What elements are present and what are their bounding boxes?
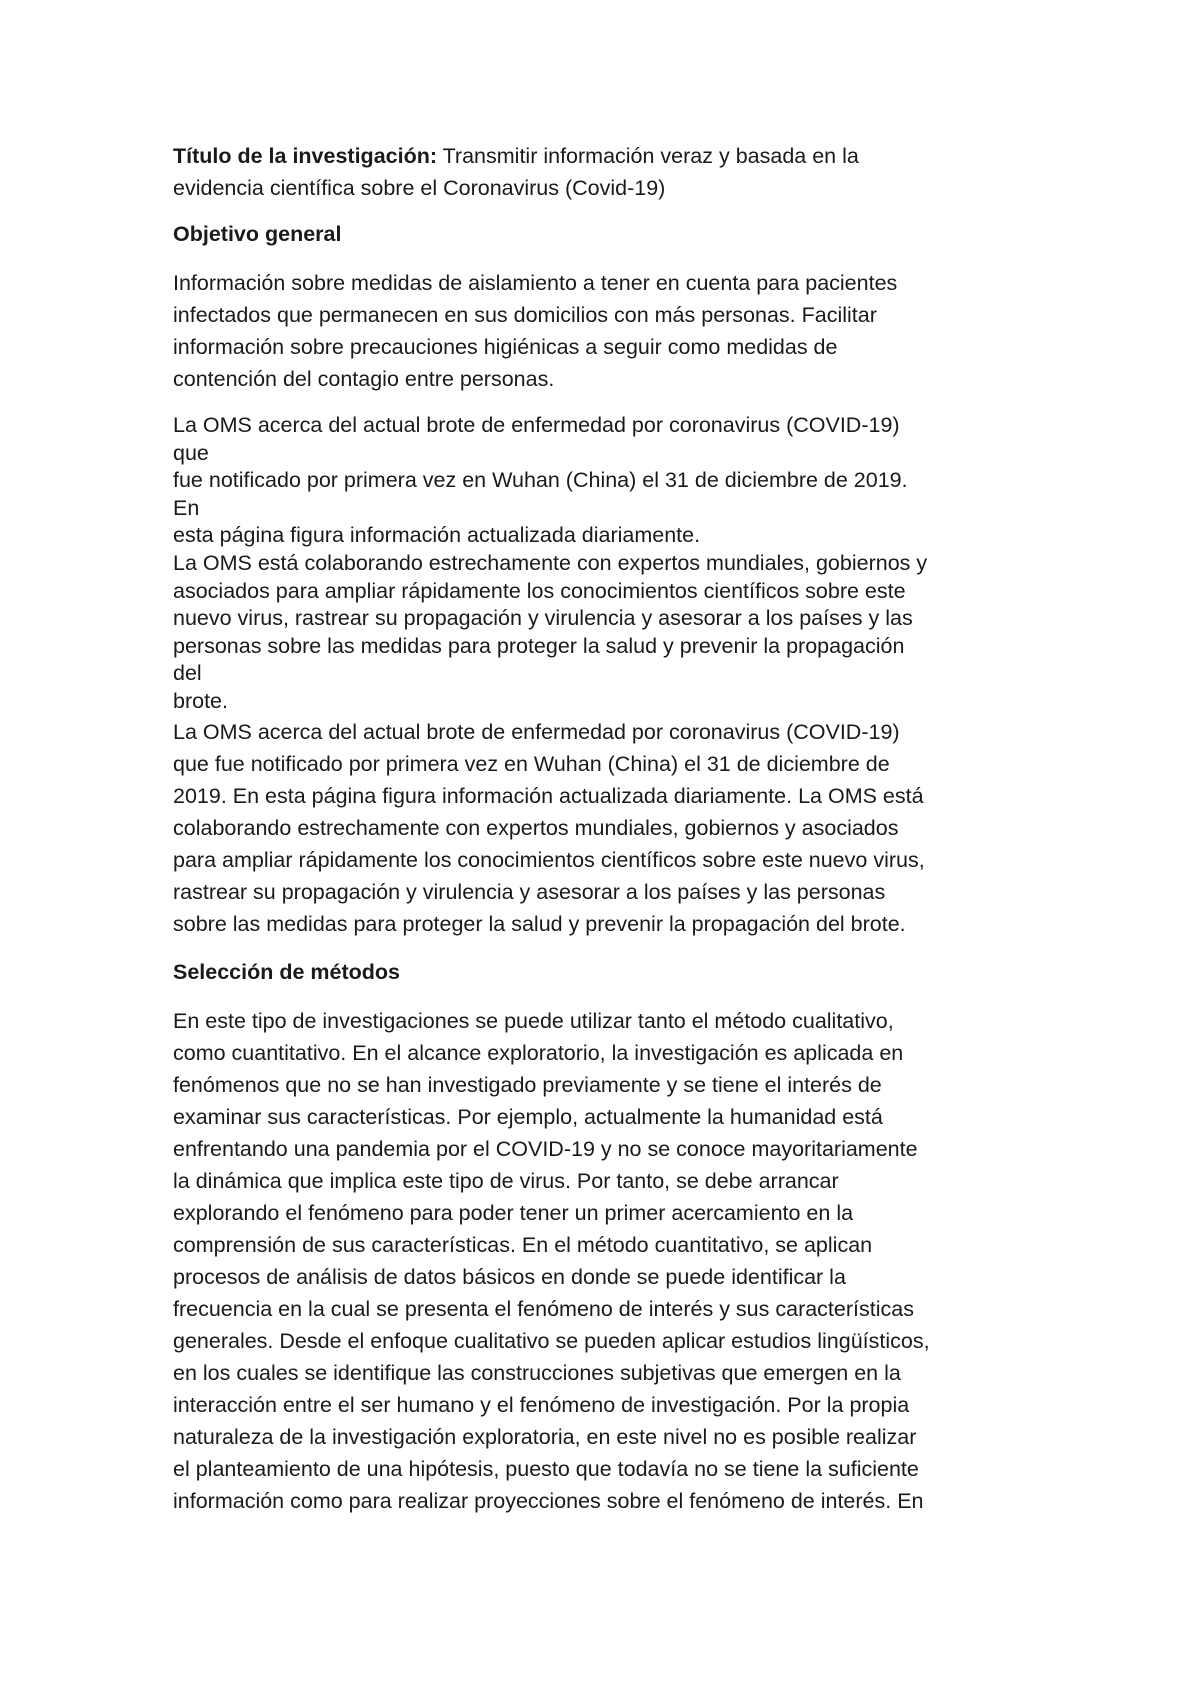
methods-line: comprensión de sus características. En el método cuantitativo, se aplican	[173, 1232, 873, 1257]
oms-block-line: personas sobre las medidas para proteger la salud y prevenir la propagación	[173, 633, 905, 658]
oms-block	[173, 412, 1043, 716]
methods-paragraph	[173, 1005, 1043, 1517]
methods-line: naturaleza de la investigación exploratoria, en este nivel no es posible realizar	[173, 1424, 917, 1449]
oms-block-line: esta página figura información actualizada diariamente.	[173, 523, 701, 548]
objective-paragraph	[173, 267, 1043, 395]
methods-heading: Selección de métodos	[173, 959, 401, 984]
oms-block-line: fue notificado por primera vez en Wuhan (China) el 31 de diciembre de 2019.	[173, 468, 908, 493]
methods-line: explorando el fenómeno para poder tener un primer acercamiento en la	[173, 1200, 854, 1225]
oms-block-line: asociados para ampliar rápidamente los conocimientos científicos sobre este	[173, 578, 906, 603]
oms-paragraph-line: La OMS acerca del actual brote de enfermedad por coronavirus (COVID-19)	[173, 719, 900, 744]
methods-line: como cuantitativo. En el alcance exploratorio, la investigación es aplicada en	[173, 1040, 904, 1065]
objective-line: Información sobre medidas de aislamiento a tener en cuenta para pacientes	[173, 271, 898, 295]
objective-line: infectados que permanecen en sus domicilios con más personas. Facilitar	[173, 303, 877, 327]
methods-line: interacción entre el ser humano y el fenómeno de investigación. Por la propia	[173, 1392, 910, 1417]
oms-block-line: del	[173, 661, 202, 686]
research-title-text-line: evidencia científica sobre el Coronavirus (Covid-19)	[173, 176, 666, 200]
oms-paragraph-line: colaborando estrechamente con expertos mundiales, gobiernos y asociados	[173, 815, 899, 840]
oms-block-line: nuevo virus, rastrear su propagación y virulencia y asesorar a los países y las	[173, 606, 913, 631]
oms-paragraph-line: sobre las medidas para proteger la salud y prevenir la propagación del brote.	[173, 911, 906, 936]
methods-line: información como para realizar proyecciones sobre el fenómeno de interés. En	[173, 1488, 924, 1513]
oms-block-line: En	[173, 495, 200, 520]
oms-paragraph-line: rastrear su propagación y virulencia y asesorar a los países y las personas	[173, 879, 886, 904]
methods-line: generales. Desde el enfoque cualitativo se pueden aplicar estudios lingüísticos,	[173, 1328, 930, 1353]
oms-block-line: brote.	[173, 688, 228, 713]
methods-line: enfrentando una pandemia por el COVID-19 y no se conoce mayoritariamente	[173, 1136, 918, 1161]
methods-line: en los cuales se identifique las construcciones subjetivas que emergen en la	[173, 1360, 901, 1385]
methods-line: la dinámica que implica este tipo de virus. Por tanto, se debe arrancar	[173, 1168, 839, 1193]
objective-line: información sobre precauciones higiénicas a seguir como medidas de	[173, 335, 838, 359]
oms-block-line: La OMS acerca del actual brote de enfermedad por coronavirus (COVID-19)	[173, 413, 900, 437]
oms-paragraph-line: para ampliar rápidamente los conocimientos científicos sobre este nuevo virus,	[173, 847, 925, 872]
methods-line: fenómenos que no se han investigado previamente y se tiene el interés de	[173, 1072, 882, 1097]
methods-line: En este tipo de investigaciones se puede utilizar tanto el método cualitativo,	[173, 1008, 894, 1033]
research-title-text-line: Transmitir información veraz y basada en la	[437, 144, 859, 168]
research-title-label: Título de la investigación:	[173, 144, 438, 168]
oms-block-line: La OMS está colaborando estrechamente con expertos mundiales, gobiernos y	[173, 550, 928, 575]
research-title	[173, 140, 1043, 204]
document-body	[173, 140, 1043, 1517]
methods-line: examinar sus características. Por ejemplo, actualmente la humanidad está	[173, 1104, 883, 1129]
methods-line: el planteamiento de una hipótesis, puesto que todavía no se tiene la suficiente	[173, 1456, 919, 1481]
objective-line: contención del contagio entre personas.	[173, 367, 555, 391]
oms-paragraph	[173, 716, 1043, 940]
oms-paragraph-line: que fue notificado por primera vez en Wuhan (China) el 31 de diciembre de	[173, 751, 890, 776]
oms-paragraph-line: 2019. En esta página figura información actualizada diariamente. La OMS está	[173, 783, 924, 808]
methods-line: frecuencia en la cual se presenta el fenómeno de interés y sus características	[173, 1296, 914, 1321]
objective-heading: Objetivo general	[173, 222, 342, 246]
methods-line: procesos de análisis de datos básicos en donde se puede identificar la	[173, 1264, 846, 1289]
oms-block-line: que	[173, 440, 209, 465]
